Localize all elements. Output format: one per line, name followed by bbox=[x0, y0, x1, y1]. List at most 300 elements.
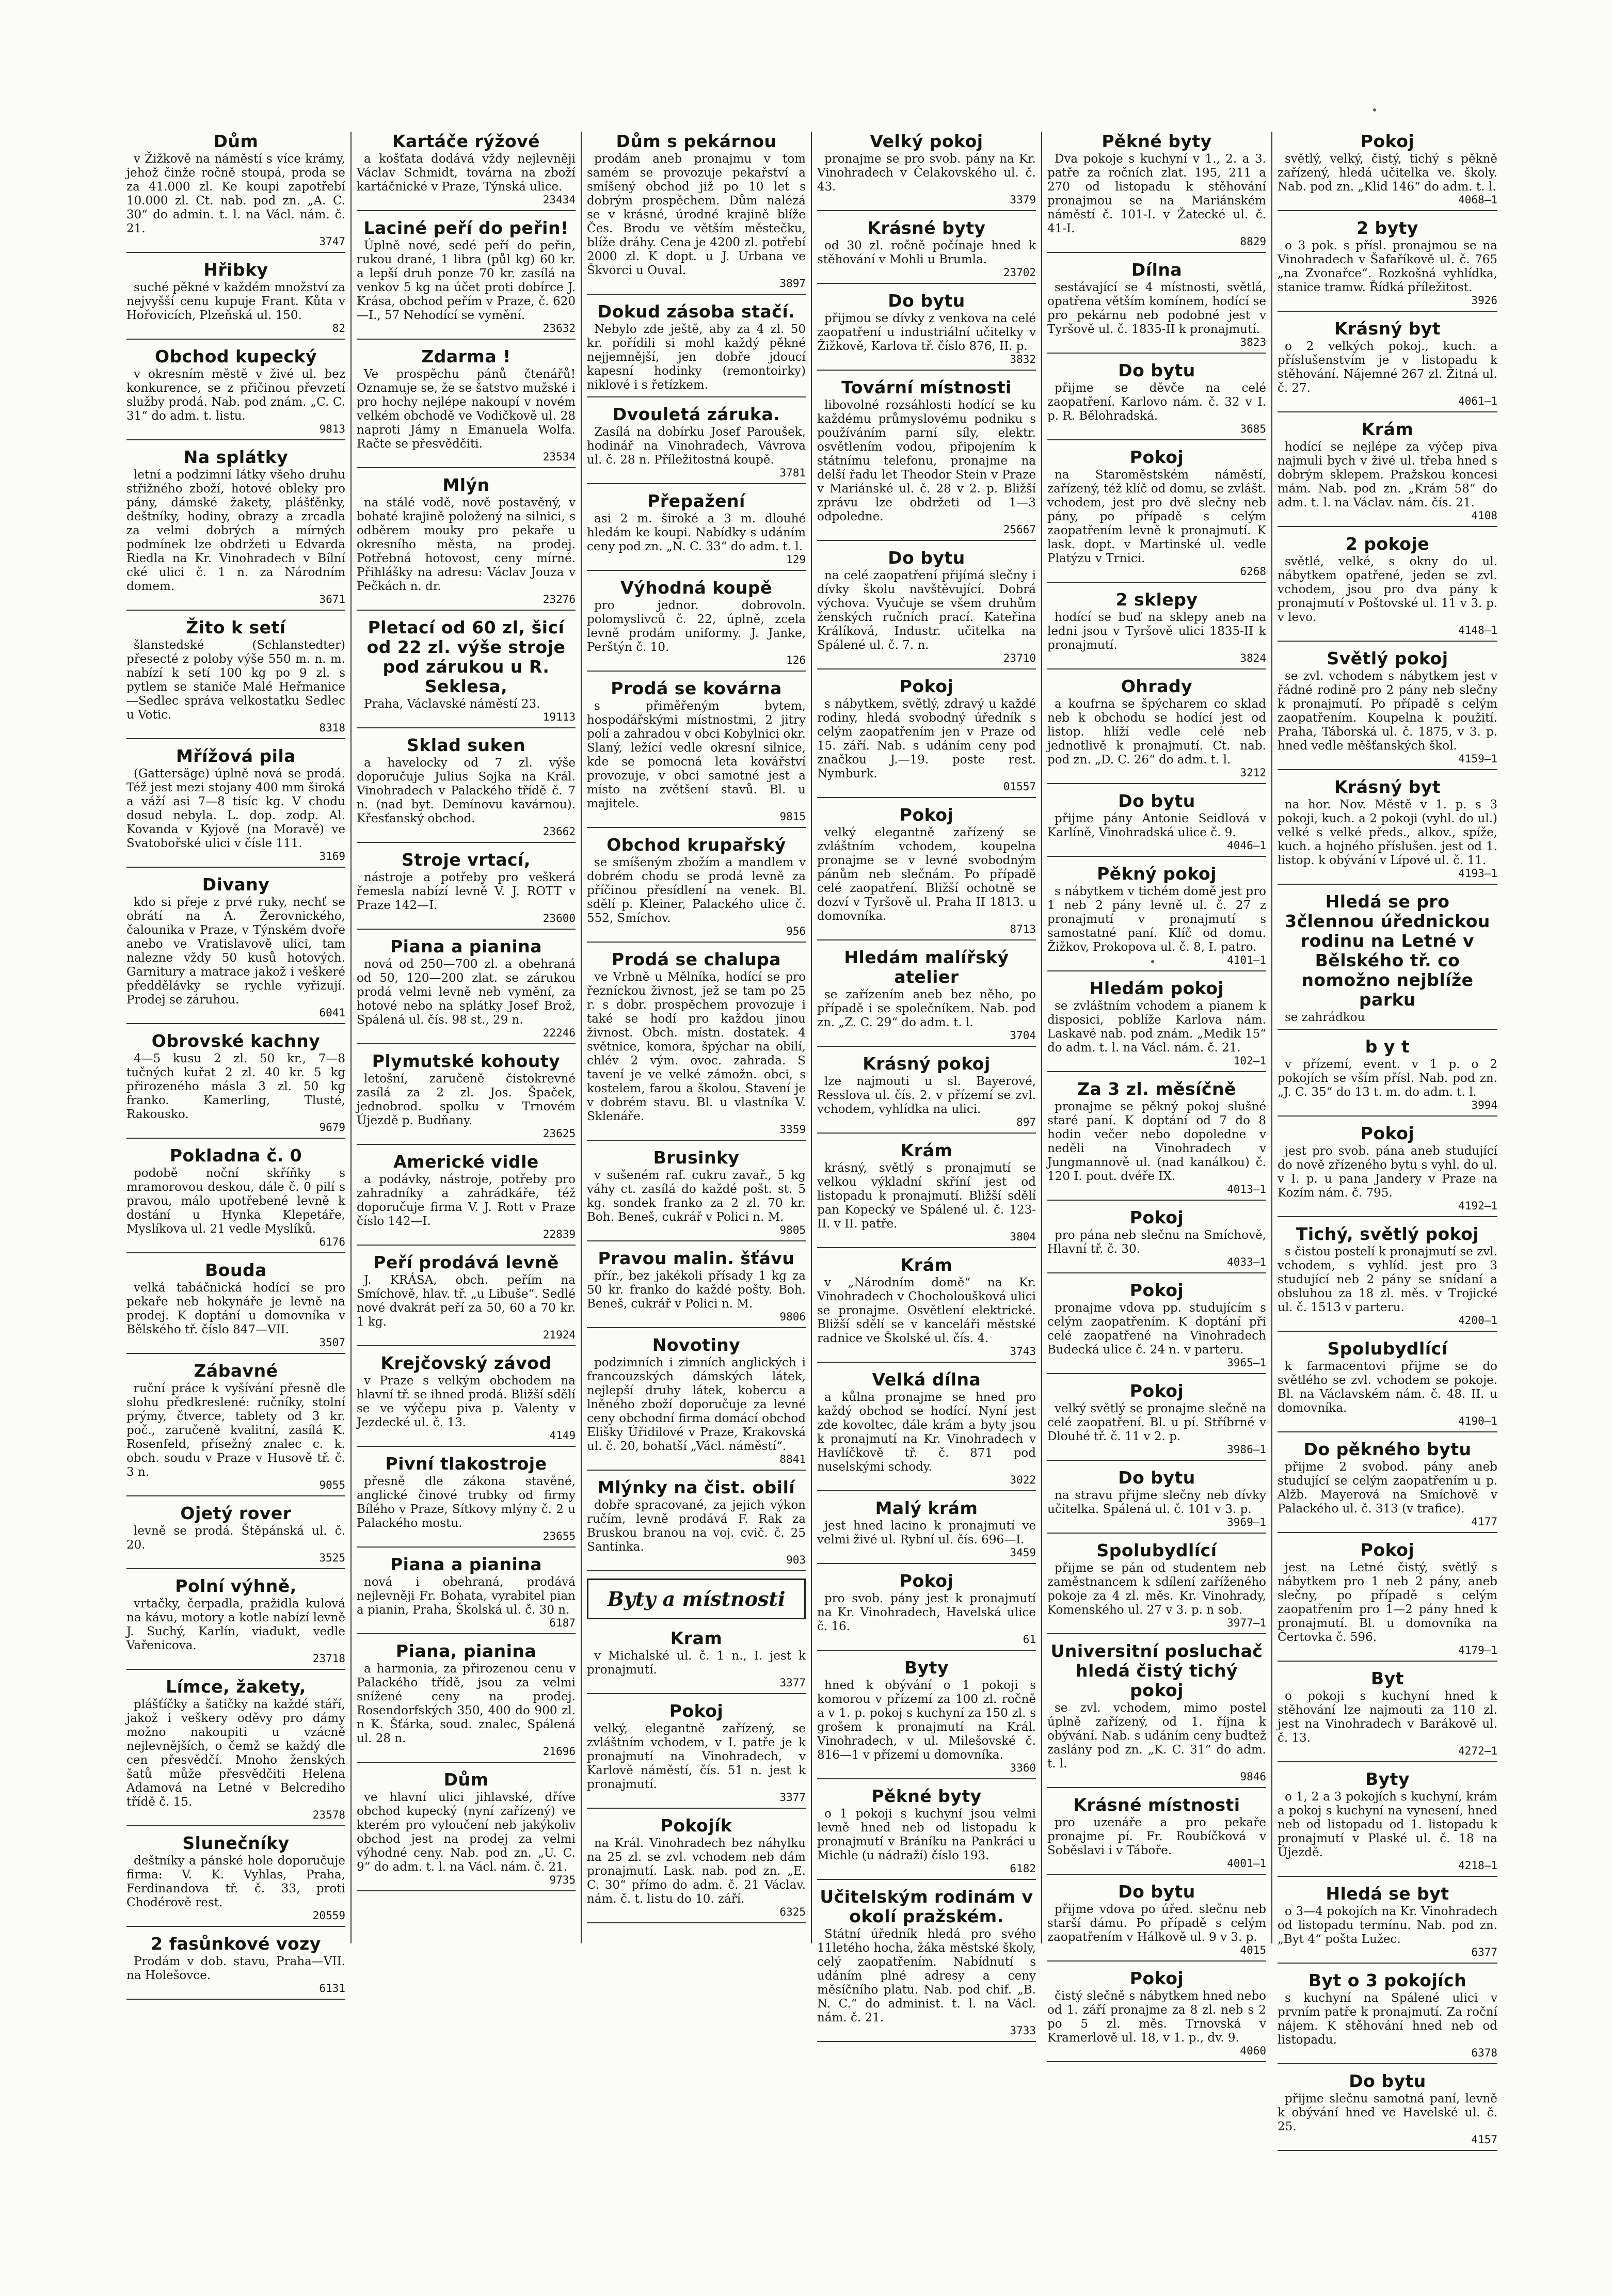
ad-text: Nebylo zde ještě, aby za 4 zl. 50 kr. pořídili si mohl každý pěkné nejjemnější, jen dobře jdoucí kapesní hodinky (remontoirky) niklové i s řetízkem. bbox=[587, 323, 806, 392]
ad-reference-number: 897 bbox=[1016, 1116, 1036, 1128]
classified-ad bbox=[126, 448, 345, 611]
ad-text: se zahrádkou bbox=[1285, 1011, 1365, 1024]
ad-divider bbox=[1278, 641, 1497, 642]
ad-title: Žito k setí bbox=[186, 617, 286, 637]
ad-divider bbox=[817, 939, 1036, 940]
ad-divider bbox=[126, 610, 345, 611]
ad-text: na stravu přijme slečny neb dívky učitelka. Spálená ul. č. 101 v 3. p. bbox=[1047, 1489, 1266, 1516]
ad-text: se zvláštním vchodem a pianem k disposici, poblíže Karlova nám. Laskavé nab. pod znám. „Medik 15“ do adm. t. l. na Václ. nám. č. 21. bbox=[1047, 999, 1266, 1055]
ad-reference-number: 3379 bbox=[1010, 194, 1036, 206]
ad-divider bbox=[357, 1762, 576, 1763]
ad-title: Malý krám bbox=[875, 1498, 978, 1518]
ad-text: se zvl. vchodem, mimo postel úplně zařízený, od 1. října k obývání. Nab. s udáním ceny budtež zaslány pod zn. „K. C. 31“ do adm. t. l. bbox=[1047, 1701, 1266, 1771]
classified-ad bbox=[1047, 791, 1266, 857]
ad-title: Kram bbox=[670, 1628, 723, 1648]
ad-reference-number: 6378 bbox=[1471, 2047, 1497, 2059]
ad-title: Límce, žakety, bbox=[166, 1677, 306, 1697]
ad-divider bbox=[587, 396, 806, 397]
ad-reference-number: 4149 bbox=[549, 1429, 576, 1442]
ad-divider bbox=[817, 1133, 1036, 1134]
classified-ad bbox=[817, 1658, 1036, 1779]
ad-divider bbox=[1047, 1460, 1266, 1461]
ad-text: s nábytkem v tichém domě jest pro 1 neb 2 pány levně ul. č. 27 z pronajmutí v pronajmutí s samostatné paní. Klíč od domu. Žižkov, Prokopova ul. č. 8, I. patro. bbox=[1047, 885, 1266, 954]
ad-reference-number: 3747 bbox=[319, 235, 345, 248]
ad-text: o 1, 2 a 3 pokojích s kuchyní, krám a pokoj s kuchyní na vynesení, hned neb od listopadu od 1. listopadu k pronajmutí v Plaské ul. č. 18 na Újezdě. bbox=[1278, 1790, 1497, 1859]
ad-reference-number: 4061—1 bbox=[1458, 395, 1497, 407]
ad-text: velká tabáčnická hodící se pro pekaře neb hokynáře je levně na prodej. K doptání u domovníka v Bělského tř. číslo 847—VII. bbox=[126, 1281, 345, 1336]
ad-divider bbox=[587, 827, 806, 828]
classified-ad bbox=[817, 1787, 1036, 1880]
classified-ad bbox=[357, 475, 576, 611]
classified-ad bbox=[817, 218, 1036, 284]
ad-text: prodám aneb pronajmu v tom samém se provozuje pekařství a smíšený obchod již po 10 let s dobrým prospěchem. Dům nalézá se v krásné, úrodné krajině blíže Čes. Brodu ve větším městečku, blíže dráhy. Cena je 4200 zl. potřebí 2000 zl. K dopt. u J. Urbana ve Škvorci u Ouval. bbox=[587, 152, 806, 277]
ad-divider bbox=[357, 1890, 576, 1891]
classified-ad bbox=[126, 1504, 345, 1569]
column-2 bbox=[352, 132, 582, 1943]
ad-reference-number: 3743 bbox=[1010, 1345, 1036, 1358]
ad-text: sestávající se 4 místnosti, světlá, opatřena větším komínem, hodící se pro pekárnu neb podobné jest v Tyršově ul. č. 1835-II k pronajmutí. bbox=[1047, 281, 1266, 336]
ad-reference-number: 3733 bbox=[1010, 2024, 1036, 2037]
ad-divider bbox=[1278, 1963, 1497, 1964]
ad-reference-number: 3212 bbox=[1240, 767, 1266, 779]
ad-title: Pokoj bbox=[669, 1701, 724, 1721]
ad-reference-number: 23600 bbox=[542, 912, 576, 924]
ad-title: Hledám malířský atelier bbox=[844, 947, 1009, 987]
classified-ad bbox=[587, 950, 806, 1141]
classified-ad bbox=[1047, 1969, 1266, 2062]
ad-divider bbox=[126, 1353, 345, 1354]
ad-text: ve Vrbně u Mělníka, hodící se pro řezníckou živnost, jež se tam po 25 r. s dobr. prospěchem provozuje i také se hodí pro každou jinou živnost. Obch. místn. dostatek. 4 světnice, komora, špýchar na obilí, chlév 2 vým. ovoc. zahrada. S tavení je ve velké zámožn. obci, s kostelem, farou a školou. Stavení je v dobrém stavu. Bl. u vlastníka V. Sklenáře. bbox=[587, 970, 806, 1123]
ad-divider bbox=[1047, 2061, 1266, 2062]
classified-ad bbox=[357, 347, 576, 468]
classified-ad bbox=[126, 1146, 345, 1253]
classified-ad bbox=[126, 875, 345, 1024]
ad-reference-number: 6182 bbox=[1010, 1862, 1036, 1875]
ad-title: Hřibky bbox=[203, 260, 268, 280]
ad-reference-number: 6187 bbox=[549, 1617, 576, 1629]
ad-text: se smíšeným zbožím a mandlem v dobrém chodu se prodá levně za příčinou přesídlení na venek. Bl. sdělí p. Kleiner, Palackého ulice č. 552, Smíchov. bbox=[587, 856, 806, 925]
ad-divider bbox=[1047, 1960, 1266, 1962]
ad-divider bbox=[817, 1563, 1036, 1564]
ad-divider bbox=[1047, 1874, 1266, 1875]
classified-ad bbox=[817, 677, 1036, 798]
ad-text: o 2 velkých pokoj., kuch. a příslušenstvím je v listopadu k stěhování. Nájemné 267 zl. Žitná ul. č. 27. bbox=[1278, 340, 1497, 395]
classified-ad bbox=[1278, 2071, 1497, 2151]
ad-divider bbox=[357, 1546, 576, 1548]
ad-reference-number: 3359 bbox=[779, 1123, 806, 1136]
classified-ad bbox=[126, 347, 345, 440]
ad-title: Krásný pokoj bbox=[863, 1054, 991, 1074]
ad-divider bbox=[587, 942, 806, 943]
classified-ad bbox=[1047, 361, 1266, 440]
ad-text: s přiměřeným bytem, hospodářskými místnostmi, 2 jitry polí a zahradou v obci Kobylnici okr. Slaný, ležící vedle okresní silnice, kde se pomocná leta kovářství provozuje, v obci samotné jest a místo na zvětšení stavů. Bl. u majitele. bbox=[587, 699, 806, 810]
ad-divider bbox=[1278, 2150, 1497, 2151]
ad-reference-number: 4193—1 bbox=[1458, 867, 1497, 880]
classified-ad bbox=[1047, 1795, 1266, 1875]
classified-ad bbox=[357, 1253, 576, 1346]
ad-text: hodící se buď na sklepy aneb na ledni jsou v Tyršově ulici 1835-II k pronajmutí. bbox=[1047, 611, 1266, 652]
ad-divider bbox=[1047, 582, 1266, 583]
classified-ad bbox=[817, 805, 1036, 940]
ad-title: Pokoj bbox=[1129, 1968, 1184, 1988]
classified-ad bbox=[817, 1255, 1036, 1363]
ad-title: Ohrady bbox=[1121, 676, 1193, 696]
ad-title: Učitelským rodinám v okolí pražském. bbox=[820, 1887, 1033, 1926]
ad-reference-number: 129 bbox=[786, 553, 806, 566]
ad-divider bbox=[357, 610, 576, 611]
classified-ad bbox=[126, 746, 345, 868]
ad-divider bbox=[126, 1495, 345, 1496]
ad-reference-number: 4108 bbox=[1471, 509, 1497, 522]
classified-ad bbox=[817, 1141, 1036, 1248]
ad-title: Tichý, světlý pokoj bbox=[1296, 1224, 1479, 1244]
ad-text: levně se prodá. Štěpánská ul. č. 20. bbox=[126, 1524, 345, 1552]
ad-title: Do pěkného bytu bbox=[1303, 1439, 1472, 1459]
ad-reference-number: 9815 bbox=[779, 810, 806, 823]
ad-reference-number: 4200—1 bbox=[1458, 1314, 1497, 1327]
ad-divider bbox=[126, 439, 345, 440]
ad-title: Piana a pianina bbox=[390, 1554, 542, 1574]
classified-ad bbox=[357, 1051, 576, 1145]
ad-divider bbox=[817, 1490, 1036, 1491]
ad-text: J. KRÁSA, obch. peřím na Smíchově, hlav. tř. „u Libuše“. Sedlé nové dvakrát peří za 50, 60 a 70 kr. 1 kg. bbox=[357, 1273, 576, 1329]
ad-reference-number: 23276 bbox=[542, 593, 576, 605]
ad-divider bbox=[357, 1633, 576, 1634]
ad-text: deštníky a pánské hole doporučuje firma: V. K. Vyhlas, Praha, Ferdinandova tř. č. 33, proti Chodérově rest. bbox=[126, 1854, 345, 1909]
ad-text: jest hned lacino k pronajmutí ve velmi živé ul. Rybní ul. čís. 696—I. bbox=[817, 1519, 1036, 1546]
ad-divider bbox=[1278, 1029, 1497, 1030]
ad-title: Zdarma ! bbox=[421, 346, 511, 366]
ad-title: Krám bbox=[1361, 419, 1414, 439]
classified-ad bbox=[1047, 1208, 1266, 1273]
ad-divider bbox=[1047, 439, 1266, 440]
ad-divider bbox=[1047, 1373, 1266, 1374]
ad-text: přír., bez jakékoli přísady 1 kg za 50 kr. franko do každé pošty. Boh. Beneš, cukrář v Polici n. M. bbox=[587, 1269, 806, 1311]
ad-text: přijme vdova po úřed. slečnu neb starší dámu. Po případě s celým zaopatřením v Hálkově ul. 9 v 3. p. bbox=[1047, 1903, 1266, 1944]
ad-reference-number: 4190—1 bbox=[1458, 1415, 1497, 1427]
ad-reference-number: 25667 bbox=[1003, 523, 1036, 536]
ad-text: pronajme se pěkný pokoj slušné staré paní. K doptání od 7 do 8 hodin večer nebo dopoledne v neděli na Vinohradech v Jungmannově ul. (nad kanálkou) č. 120 I. pout. dvéře IX. bbox=[1047, 1100, 1266, 1183]
ad-title: Piana a pianina bbox=[390, 936, 542, 956]
ad-divider bbox=[357, 210, 576, 211]
ad-text: Státní úředník hledá pro svého 11letého hocha, žáka městské školy, celý zaopatřením. Nabídnutí s udáním plné adresy a ceny měsíčního platu. Nab. pod chif. „B. N. C.“ do administ. t. l. na Václ. nám. č. 21. bbox=[817, 1927, 1036, 2024]
ad-reference-number: 956 bbox=[786, 925, 806, 937]
classified-ad bbox=[1278, 132, 1497, 211]
ad-reference-number: 6377 bbox=[1471, 1946, 1497, 1958]
ad-title: Mlýn bbox=[442, 475, 490, 495]
ad-text: se zařízením aneb bez něho, po případě i se společníkem. Nab. pod zn. „Z. C. 29“ do adm. t. l. bbox=[817, 988, 1036, 1029]
classified-ad bbox=[587, 1148, 806, 1241]
classified-ad bbox=[587, 1701, 806, 1809]
ad-divider bbox=[1047, 1787, 1266, 1788]
ad-reference-number: 4013—1 bbox=[1227, 1183, 1266, 1195]
ad-title: Obchod krupařský bbox=[607, 835, 786, 855]
ad-divider bbox=[587, 1327, 806, 1328]
ad-text: hned k obývání o 1 pokoji s komorou v přízemí za 100 zl. ročně a v 1. p. pokoj s kuchyní za 150 zl. s grošem k pronajmutí na Král. Vinohradech, v ul. Milešovské č. 816—1 v přízemí u domovníka. bbox=[817, 1679, 1036, 1762]
ad-reference-number: 23655 bbox=[542, 1530, 576, 1542]
classified-ad bbox=[357, 1770, 576, 1891]
classified-ad bbox=[1047, 1281, 1266, 1374]
ad-title: Pokojík bbox=[660, 1815, 732, 1836]
ad-reference-number: 3377 bbox=[779, 1791, 806, 1804]
ad-divider bbox=[587, 1140, 806, 1141]
ad-text: plášťíčky a šatičky na každé stáří, jakož i veškery oděvy pro dámy možno nakoupiti u vzácně nejlevnějších, o čemž se každý dle cen přesvědčí. Mnoho ženských šatů může přesvědčiti Helena Adamová na Letné v Belcrediho třídě č. 15. bbox=[126, 1698, 345, 1809]
ad-text: na stálé vodě, nově postavěný, v bohaté krajině položený na silnici, s odběrem mouky pro pekaře u okresního města, na prodej. Potřebná hotovost, ceny mírné. Přihlášky na adresu: Václav Jouza v Pečkách n. dr. bbox=[357, 496, 576, 593]
ad-title: Pivní tlakostroje bbox=[385, 1454, 547, 1474]
classified-ad bbox=[587, 1816, 806, 1923]
ad-reference-number: 102—1 bbox=[1233, 1055, 1266, 1067]
classified-ad bbox=[1047, 979, 1266, 1072]
classified-ad bbox=[587, 1478, 806, 1571]
classified-ad bbox=[126, 1361, 345, 1496]
classified-ad bbox=[126, 1677, 345, 1826]
ad-text: Praha, Václavské náměstí 23. bbox=[364, 697, 540, 711]
ad-divider bbox=[1047, 856, 1266, 857]
ad-title: Spolubydlící bbox=[1096, 1540, 1217, 1560]
ad-title: Dokud zásoba stačí. bbox=[597, 301, 795, 322]
ad-divider bbox=[817, 1247, 1036, 1248]
ad-text: suché pěkné v každém množství za nejvyšší cenu kupuje Frant. Kůta v Hořovicích, Plzeňská ul. 150. bbox=[126, 281, 345, 322]
classified-ad bbox=[1278, 319, 1497, 412]
classified-ad bbox=[1278, 1669, 1497, 1762]
ad-divider bbox=[587, 570, 806, 571]
ad-text: Dva pokoje s kuchyní v 1., 2. a 3. patře za ročních zlat. 195, 211 a 270 od listopadu k stěhování pronajmou se na Mariánském náměstí č. 101-I. v Žatecké ul. č. 41-I. bbox=[1047, 152, 1266, 235]
ad-reference-number: 8713 bbox=[1010, 923, 1036, 935]
ad-title: Přepažení bbox=[647, 491, 745, 511]
ad-title: Americké vidle bbox=[393, 1152, 539, 1172]
ad-text: nástroje a potřeby pro veškerá řemesla nabízí levně V. J. ROTT v Praze 142—I. bbox=[357, 871, 576, 912]
ad-text: na Staroměstském náměstí, zařízený, též klíč od domu, se zvlášt. vchodem, jest pro dvě slečny neb pány, po případě s celým zaopatřením levně k pronajmutí. K lask. dopt. v Martinské ul. vedle Platýzu v Trnici. bbox=[1047, 468, 1266, 565]
ad-divider bbox=[1047, 353, 1266, 354]
ad-title: Dům bbox=[443, 1769, 489, 1790]
ad-divider bbox=[817, 1650, 1036, 1651]
ad-reference-number: 21924 bbox=[542, 1329, 576, 1341]
ad-text: a havelocky od 7 zl. výše doporučuje Julius Sojka na Král. Vinohradech v Palackého třídě č. 7 n. (nad byt. Demínovu kavárnou). Křesťanský obchod. bbox=[357, 756, 576, 825]
ad-text: v přízemí, event. v 1 p. o 2 pokojích se vším přísl. Nab. pod zn. „J. C. 35“ do 13 t. m. do adm. t. l. bbox=[1278, 1058, 1497, 1099]
classified-ad bbox=[1047, 448, 1266, 583]
ad-reference-number: 3377 bbox=[779, 1677, 806, 1689]
ad-title: Krám bbox=[900, 1140, 953, 1160]
ad-text: velký, elegantně zařízený, se zvláštním vchodem, v I. patře je k pronajmutí na Vinohradech, v Karlově náměstí, čís. 51 n. jest k pronajmutí. bbox=[587, 1722, 806, 1791]
ad-title: Světlý pokoj bbox=[1327, 648, 1448, 668]
ad-reference-number: 23662 bbox=[542, 825, 576, 838]
ad-title: Hledám pokoj bbox=[1089, 978, 1224, 998]
classified-ad bbox=[1278, 1884, 1497, 1964]
ad-text: přijme se děvče na celé zaopatření. Karlovo nám. č. 32 v I. p. R. Bělohradská. bbox=[1047, 381, 1266, 423]
ad-title: Obchod kupecký bbox=[155, 346, 317, 366]
ad-reference-number: 4192—1 bbox=[1458, 1200, 1497, 1212]
ad-reference-number: 4218—1 bbox=[1458, 1859, 1497, 1872]
ad-title: 2 pokoje bbox=[1345, 534, 1430, 554]
ad-text: o pokoji s kuchyní hned k stěhování lze najmouti za 110 zl. jest na Vinohradech v Barákově ul. č. 13. bbox=[1278, 1689, 1497, 1745]
ad-text: podobě noční skříňky s mramorovou deskou, dále č. 0 pilí s pravou, málo upotřebené levně k dostání u Hynka Klepetáře, Myslíkova ul. 21 vedle Myslíků. bbox=[126, 1167, 345, 1236]
ad-title: Krásné byty bbox=[867, 218, 986, 238]
ad-text: přijmou se dívky z venkova na celé zaopatření u industriální učitelky v Žižkově, Karlova tř. číslo 876, II. p. bbox=[817, 312, 1036, 353]
ad-reference-number: 4272—1 bbox=[1458, 1745, 1497, 1757]
ad-title: Spolubydlící bbox=[1327, 1338, 1448, 1359]
classified-ad bbox=[587, 405, 806, 484]
ad-divider bbox=[126, 1023, 345, 1024]
ad-divider bbox=[1278, 1661, 1497, 1662]
ad-divider bbox=[126, 1252, 345, 1253]
scan-mark bbox=[1151, 960, 1154, 963]
ad-title: Výhodná koupě bbox=[620, 578, 772, 598]
ad-title: Pokoj bbox=[899, 676, 954, 696]
ad-reference-number: 19113 bbox=[542, 711, 576, 723]
ad-title: Laciné peří do peřin! bbox=[363, 218, 569, 238]
classified-ad bbox=[126, 1576, 345, 1670]
classified-ad bbox=[126, 1261, 345, 1354]
ad-title: Byty bbox=[1365, 1769, 1410, 1789]
ad-title: Za 3 zl. měsíčně bbox=[1077, 1079, 1236, 1099]
ad-divider bbox=[817, 1879, 1036, 1880]
ad-divider bbox=[817, 1778, 1036, 1779]
classified-ad bbox=[1278, 420, 1497, 527]
ad-reference-number: 3685 bbox=[1240, 423, 1266, 435]
ad-reference-number: 3965—1 bbox=[1227, 1357, 1266, 1369]
classified-ad bbox=[1047, 1882, 1266, 1962]
classified-ad bbox=[126, 1833, 345, 1927]
ad-divider bbox=[1278, 411, 1497, 412]
classified-ad bbox=[1047, 1541, 1266, 1634]
ad-text: Úplně nové, sedé peří do peřin, rukou drané, 1 libra (půl kg) 60 kr. a lepší druh ponze 70 kr. zasílá na venkov 5 kg na účet proti dobírce J. Krása, obchod peřím v Praze, č. 620—I., 57 Nehodící se vymění. bbox=[357, 239, 576, 322]
ad-text: Zasílá na dobírku Josef Paroušek, hodinář na Vinohradech, Vávrova ul. č. 28 n. Příležitostná koupě. bbox=[587, 425, 806, 467]
ad-title: Byt bbox=[1371, 1668, 1404, 1688]
ad-text: v Žižkově na náměstí s více krámy, jehož činže ročně stoupá, proda se za 41.000 zl. Ke koupi zapotřebí 10.000 zl. Ct. nab. pod zn. „A. C. 30“ do admin. t. l. na Václ. nám. č. 21. bbox=[126, 152, 345, 235]
ad-title: Byt o 3 pokojích bbox=[1308, 1970, 1467, 1990]
ad-text: nová i obehraná, prodává nejlevněji Fr. Bohata, vyrabitel pian a pianin, Praha, Školská ul. č. 30 n. bbox=[357, 1575, 576, 1617]
ad-reference-number: 3781 bbox=[779, 467, 806, 479]
ad-title: Do bytu bbox=[1118, 791, 1195, 811]
ad-text: v Michalské ul. č. 1 n., I. jest k pronajmutí. bbox=[587, 1649, 806, 1677]
ad-reference-number: 8318 bbox=[319, 722, 345, 734]
ad-divider bbox=[817, 668, 1036, 669]
classified-ad bbox=[817, 548, 1036, 669]
ad-divider bbox=[126, 1926, 345, 1927]
ad-title: 2 fasůnkové vozy bbox=[151, 1934, 321, 1954]
ad-reference-number: 3022 bbox=[1010, 1474, 1036, 1486]
classified-ad bbox=[1047, 132, 1266, 253]
ad-divider bbox=[126, 1999, 345, 2000]
ad-text: podzimních i zimních anglických i francouzských dámských látek, nejlepší druhy látek, kobercu a lněného zboží doporučuje za levné ceny obchodní firma domácí obchod Elišky Úřidilové v Praze, Krakovská ul. č. 20, bohatší „Václ. náměstí“. bbox=[587, 1356, 806, 1453]
ad-text: k farmacentovi přijme se do světlého se zvl. vchodem se pokoje. Bl. na Václavském nám. č. 48. II. u domovníka. bbox=[1278, 1360, 1497, 1415]
classified-ad bbox=[357, 618, 576, 728]
ad-divider bbox=[357, 1345, 576, 1346]
ad-title: Brusinky bbox=[653, 1147, 740, 1168]
ad-text: a podávky, nástroje, potřeby pro zahradníky a zahrádkáře, též doporučuje firma V. J. Rott v Praze číslo 142—I. bbox=[357, 1173, 576, 1228]
ad-reference-number: 4060 bbox=[1240, 2045, 1266, 2057]
ad-title: Prodá se kovárna bbox=[611, 678, 782, 698]
classified-ad bbox=[817, 1370, 1036, 1491]
ad-text: na Král. Vinohradech bez náhylku na 25 zl. se zvl. vchodem neb dám pronajmutí. Lask. nab. pod zn. „E. C. 30“ přímo do adm. č. 21 Václav. nám. č. t. listu do 10. září. bbox=[587, 1837, 806, 1906]
ad-title: Ojetý rover bbox=[180, 1503, 292, 1523]
ad-divider bbox=[1278, 2063, 1497, 2064]
ad-text: v okresním městě v živé ul. bez konkurence, se z přičinou převzetí služby prodá. Nab. pod znám. „C. C. 31“ do adm. t. listu. bbox=[126, 368, 345, 423]
ad-divider bbox=[587, 1922, 806, 1923]
ad-divider bbox=[1278, 1331, 1497, 1332]
classified-ad bbox=[1047, 1079, 1266, 1201]
ad-title: Pokoj bbox=[1360, 131, 1415, 151]
ad-divider bbox=[357, 1043, 576, 1044]
classified-ad bbox=[1278, 1339, 1497, 1432]
ad-title: Stroje vrtací, bbox=[402, 850, 531, 870]
ad-reference-number: 4068—1 bbox=[1458, 194, 1497, 206]
ad-text: jest pro svob. pána aneb studující do nově zřízeného bytu s vyhl. do ul. v I. p. u pana Jandery v Praze na Kozím nám. č. 795. bbox=[1278, 1144, 1497, 1200]
ad-title: Mlýnky na čist. obilí bbox=[597, 1477, 795, 1497]
ad-text: čistý slečně s nábytkem hned nebo od 1. září pronajme za 8 zl. neb s 2 po 5 zl. měs. Trnovská v Kramerlově ul. 18, v 1. p., dv. 9. bbox=[1047, 1989, 1266, 2045]
column-3 bbox=[582, 132, 812, 1943]
ad-text: na celé zaopatření přijímá slečny i dívky školu navštěvující. Dobrá výchova. Vyučuje se všem druhům ženských ručních prací. Kateřina Králíková, Industr. učitelka na Spálené ul. č. 7. n. bbox=[817, 569, 1036, 652]
classified-ad bbox=[587, 491, 806, 571]
classified-ad bbox=[1278, 1124, 1497, 1217]
ad-divider bbox=[1278, 210, 1497, 211]
classified-ad bbox=[817, 1887, 1036, 2042]
ad-title: Pokoj bbox=[1129, 1381, 1184, 1401]
ad-text: pronajme se pro svob. pány na Kr. Vinohradech v Čelakovského ul. č. 43. bbox=[817, 152, 1036, 194]
ad-title: Kartáče rýžové bbox=[392, 131, 540, 151]
ad-title: Plymutské kohouty bbox=[372, 1051, 561, 1071]
ad-title: Obrovské kachny bbox=[151, 1031, 321, 1051]
ad-reference-number: 23632 bbox=[542, 322, 576, 334]
ad-reference-number: 9846 bbox=[1240, 1771, 1266, 1783]
classified-ad bbox=[587, 679, 806, 828]
classified-ad bbox=[817, 378, 1036, 541]
ad-reference-number: 9805 bbox=[779, 1224, 806, 1236]
ad-divider bbox=[1278, 1761, 1497, 1762]
ad-reference-number: 3994 bbox=[1471, 1099, 1497, 1111]
ad-text: přijme pány Antonie Seidlová v Karlíně, Vinohradská ulice č. 9. bbox=[1047, 812, 1266, 839]
ad-reference-number: 126 bbox=[786, 654, 806, 666]
ad-title: Pokoj bbox=[899, 1571, 954, 1591]
classified-ad bbox=[817, 1054, 1036, 1134]
ad-divider bbox=[357, 842, 576, 843]
ad-title: 2 sklepy bbox=[1115, 589, 1198, 610]
ad-text: o 1 pokoji s kuchyní jsou velmi levně hned neb od listopadu k pronajmutí v Bráníku na Pankráci u Michle (u nádraží) číslo 193. bbox=[817, 1807, 1036, 1862]
ad-title: Sklad suken bbox=[407, 735, 525, 755]
ad-text: světlé, velké, s okny do ul. nábytkem opatřené, jeden se zvl. vchodem, jsou pro dva pány k pronajmutí v Poštovské ul. 11 v 3. p. v levo. bbox=[1278, 555, 1497, 624]
ad-title: Novotiny bbox=[652, 1335, 741, 1355]
column-6 bbox=[1272, 131, 1503, 2146]
classified-ad bbox=[126, 618, 345, 739]
ad-text: v sušeném raf. cukru zavař., 5 kg váhy ct. zasílá do každé pošt. st. 5 kg. sondek franko za 2 zl. 70 kr. Boh. Beneš, cukrář v Polici n. M. bbox=[587, 1169, 806, 1224]
classified-ad bbox=[1278, 649, 1497, 770]
ad-text: se zvl. vchodem s nábytkem jest v řádné rodině pro 2 pány neb slečny k pronajmutí. Po případě s celým zaopatřením. Koupelna k použití. Praha, Táborská ul. č. 1875, v 3. p. hned vedle měšťanských škol. bbox=[1278, 669, 1497, 753]
ad-reference-number: 4033—1 bbox=[1227, 1256, 1266, 1268]
ad-reference-number: 6041 bbox=[319, 1007, 345, 1019]
ad-text: jest na Letné čistý, světlý s nábytkem pro 1 neb 2 pány, aneb slečny, po případě s celým zaopatřením pro 1—2 pány hned k pronajmutí. Bl. u domovníka na Čertovka č. 596. bbox=[1278, 1561, 1497, 1644]
scan-mark bbox=[1373, 108, 1376, 111]
ad-reference-number: 22246 bbox=[542, 1027, 576, 1039]
ad-title: Velký pokoj bbox=[870, 131, 983, 151]
ad-text: šlanstedské (Schlanstedter) přesecté z poloby výše 550 m. n. m. nabízí k setí 100 kg po 9 zl. s pytlem se staniče Malé Heřmanice—Sedlec správa velkostatku Sedlec u Votic. bbox=[126, 639, 345, 722]
ad-text: asi 2 m. široké a 3 m. dlouhé hledám ke koupi. Nabídky s udáním ceny pod zn. „N. C. 33“ do adm. t. l. bbox=[587, 512, 806, 553]
ad-divider bbox=[1278, 1532, 1497, 1533]
ad-divider bbox=[126, 1568, 345, 1569]
ad-reference-number: 6325 bbox=[779, 1906, 806, 1918]
ad-divider bbox=[1047, 1633, 1266, 1634]
classified-ad bbox=[1047, 1381, 1266, 1461]
ad-reference-number: 6268 bbox=[1240, 565, 1266, 578]
classified-ad bbox=[587, 835, 806, 943]
ad-divider bbox=[1278, 526, 1497, 527]
ad-reference-number: 3897 bbox=[779, 277, 806, 290]
ad-divider bbox=[126, 1138, 345, 1139]
ad-divider bbox=[817, 797, 1036, 798]
ad-divider bbox=[1047, 970, 1266, 971]
ad-title: Pěkné byty bbox=[1102, 131, 1212, 151]
ad-reference-number: 4101—1 bbox=[1227, 954, 1266, 966]
column-5 bbox=[1042, 131, 1272, 2057]
